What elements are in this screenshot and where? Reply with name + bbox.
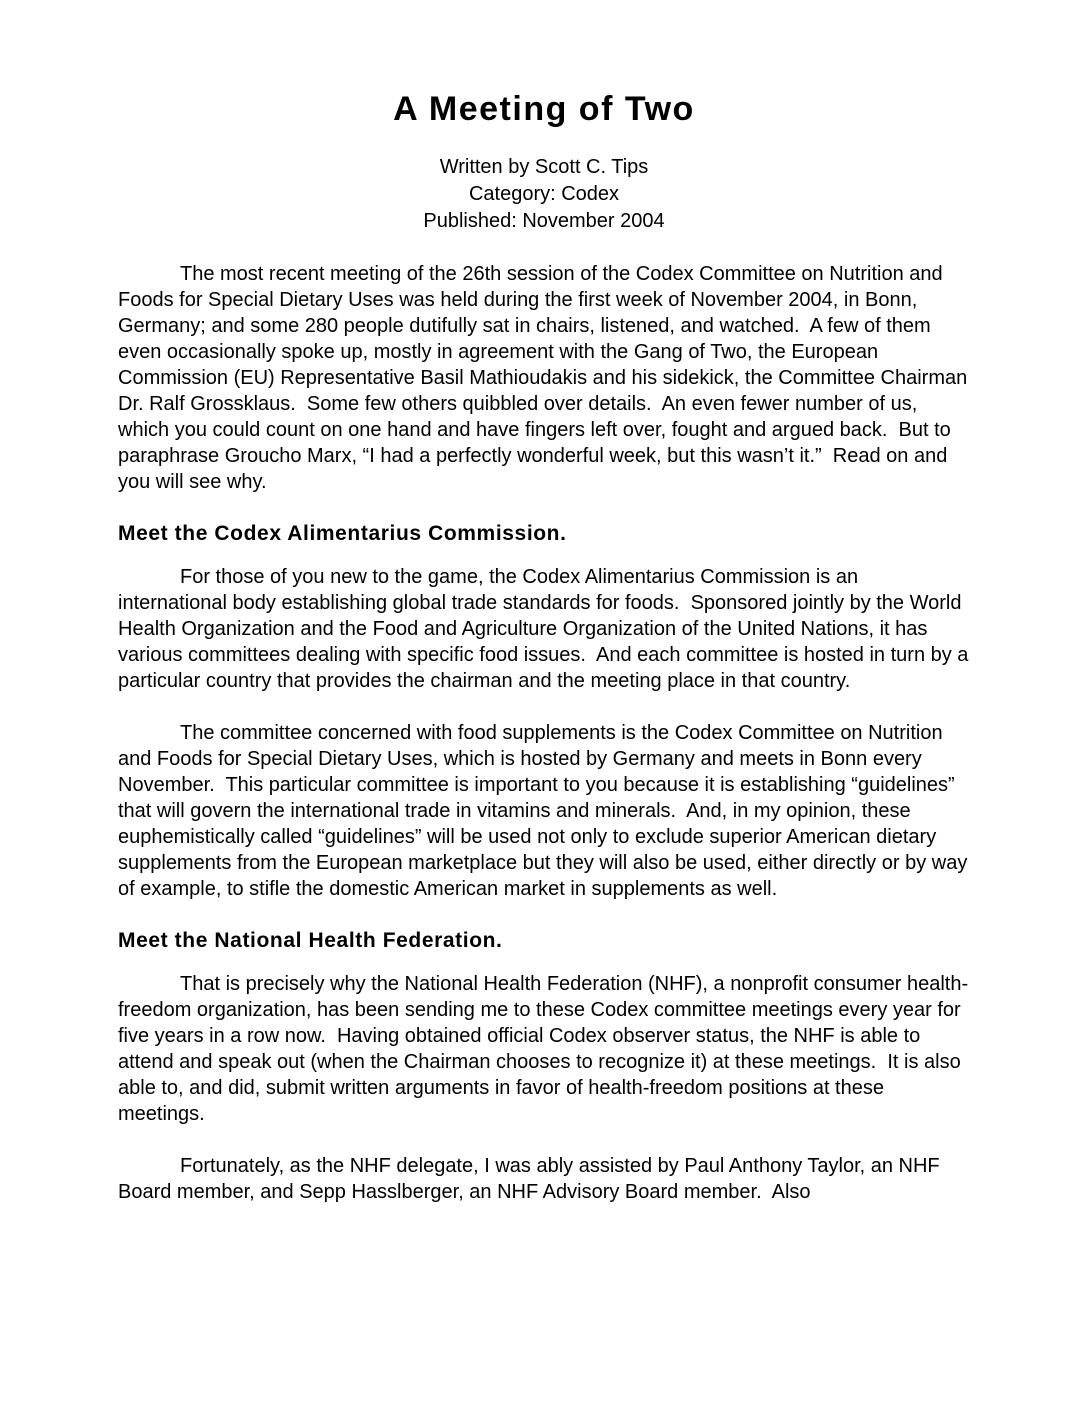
byline-category: Category: Codex bbox=[468, 183, 620, 205]
paragraph-nhf-2: Fortunately, as the NHF delegate, I was ably assisted by Paul Anthony Taylor, an NHF Board member, and Sepp Hasslberger, an NHF Advisory Board member. Also bbox=[118, 1155, 946, 1203]
byline-published: Published: November 2004 bbox=[423, 210, 665, 232]
byline-author: Written by Scott C. Tips bbox=[439, 156, 649, 178]
document-title: A Meeting of Two bbox=[393, 90, 695, 128]
paragraph-codex-2: The committee concerned with food supplements is the Codex Committee on Nutrition and Foods for Special Dietary Uses, which is hosted by Germany and meets in Bonn every November. This particular committee is important to you because it is establishing “guidelines” that will govern the international trade in vitamins and minerals. And, in my opinion, these euphemistically called “guidelines” will be used not only to exclude superior American dietary supplements from the European marketplace but they will also be used, either directly or by way of example, to stifle the domestic American market in supplements as well. bbox=[118, 722, 973, 900]
paragraph-nhf-1: That is precisely why the National Health Federation (NHF), a nonprofit consumer health-freedom organization, has been sending me to these Codex committee meetings every year for five years in a row now. Having obtained official Codex observer status, the NHF is able to attend and speak out (when the Chairman chooses to recognize it) at these meetings. It is also able to, and did, submit written arguments in favor of health-freedom positions at these meetings. bbox=[118, 973, 969, 1125]
paragraph-intro: The most recent meeting of the 26th session of the Codex Committee on Nutrition and Foods for Special Dietary Uses was held during the first week of November 2004, in Bonn, Germany; and some 280 people dutifully sat in chairs, listened, and watched. A few of them even occasionally spoke up, mostly in agreement with the Gang of Two, the European Commission (EU) Representative Basil Mathioudakis and his sidekick, the Committee Chairman Dr. Ralf Grossklaus. Some few others quibbled over details. An even fewer number of us, which you could count on one hand and have fingers left over, fought and argued back. But to paraphrase Groucho Marx, “I had a perfectly wonderful week, but this wasn’t it.” Read on and you will see why. bbox=[118, 263, 973, 493]
byline bbox=[118, 154, 970, 235]
section-heading-nhf: Meet the National Health Federation. bbox=[118, 929, 503, 952]
paragraph-codex-1: For those of you new to the game, the Codex Alimentarius Commission is an international body establishing global trade standards for foods. Sponsored jointly by the World Health Organization and the Food and Agriculture Organization of the United Nations, it has various committees dealing with specific food issues. And each committee is hosted in turn by a particular country that provides the chairman and the meeting place in that country. bbox=[118, 566, 974, 692]
section-heading-codex: Meet the Codex Alimentarius Commission. bbox=[118, 522, 567, 545]
